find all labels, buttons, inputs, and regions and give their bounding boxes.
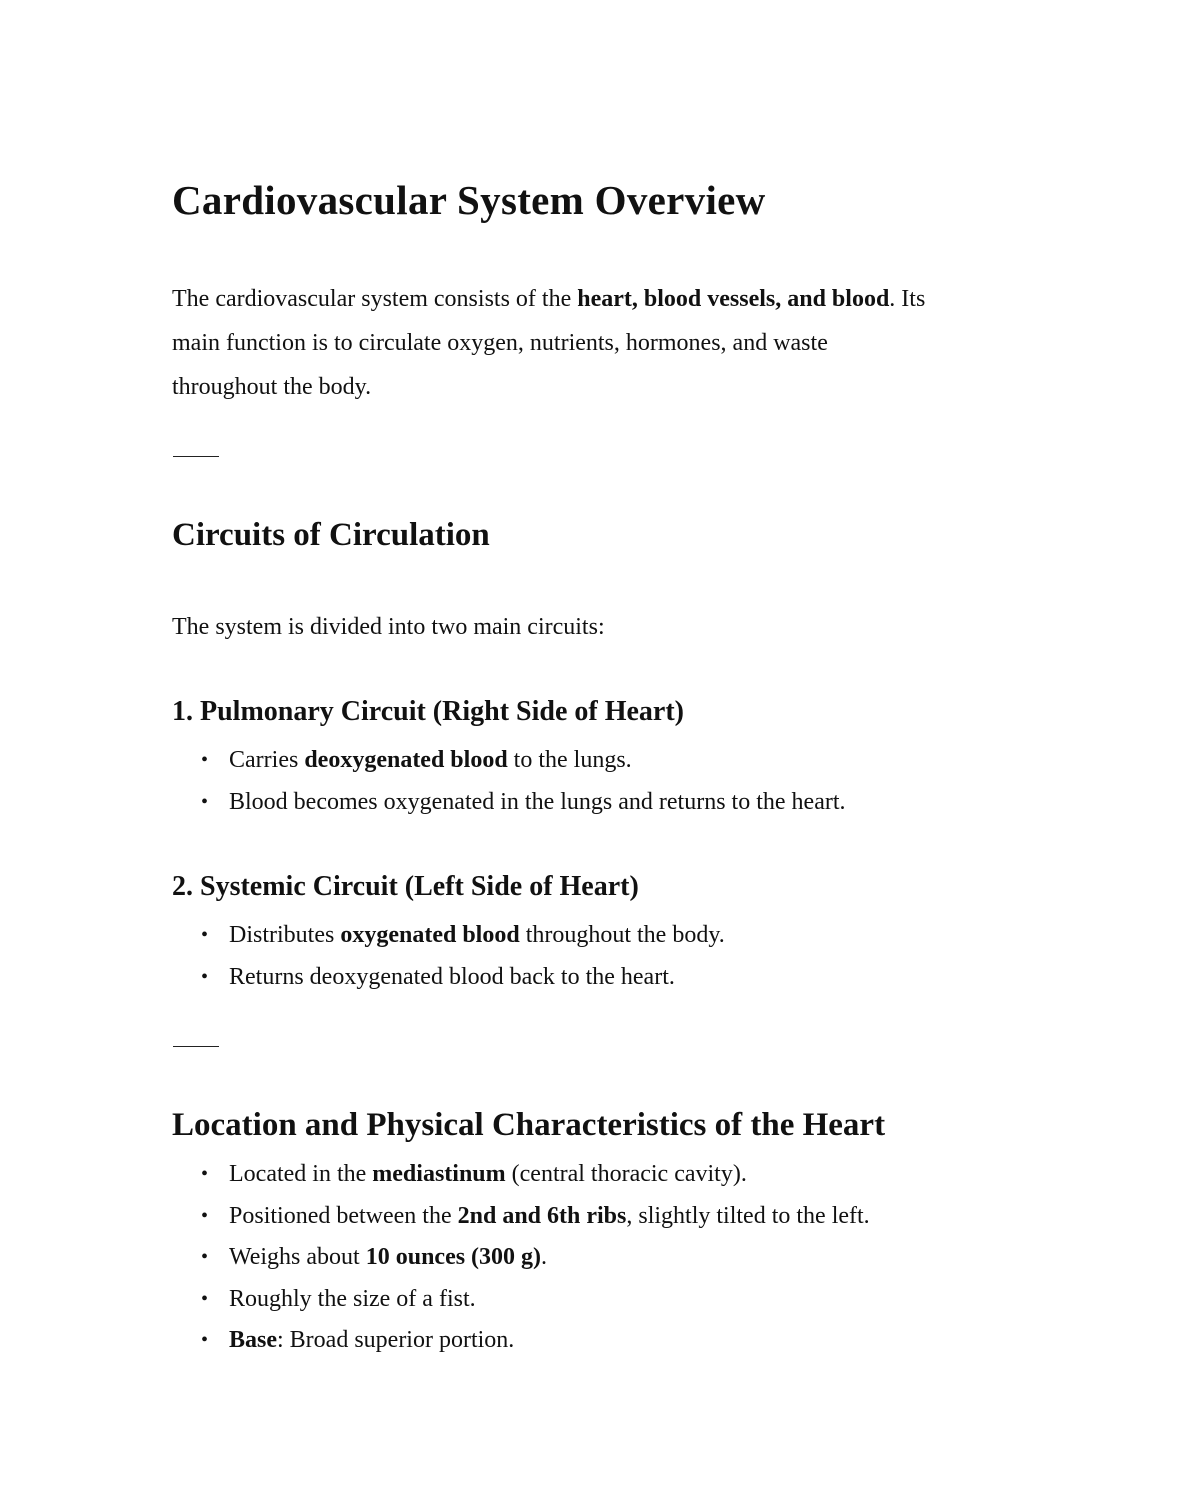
list-item [172,961,725,1003]
list-item [172,1158,870,1200]
intro-line-3: throughout the body. [172,374,372,400]
intro-text-2: . Its [889,286,926,312]
item-text: Blood becomes oxygenated in the lungs and returns to the heart. [229,788,846,815]
section-divider [173,456,219,457]
item-bold: mediastinum [372,1161,506,1187]
bullet: • [201,1287,209,1310]
item-text: Weighs about [229,1244,366,1270]
item-text: Located in the [229,1161,373,1187]
list-item [172,1283,870,1325]
section-divider [173,1046,219,1047]
item-text: Roughly the size of a fist. [229,1285,476,1312]
intro-text-1: The cardiovascular system consists of the [172,286,578,312]
item-text: . [541,1244,548,1270]
list-item [172,1324,870,1366]
item-text: Positioned between the [229,1202,458,1229]
item-text: throughout the body. [519,922,725,948]
systemic-list [172,919,725,1002]
item-bold: deoxygenated blood [304,747,508,773]
item-text: : Broad superior portion. [277,1327,515,1353]
bullet: • [201,1163,209,1185]
list-item [172,1241,870,1283]
bullet: • [201,749,209,771]
bullet: • [201,1246,209,1268]
circuits-lead: The system is divided into two main circuits: [172,614,605,640]
bullet: • [201,1329,209,1351]
item-text: Returns deoxygenated blood back to the heart. [229,963,675,990]
list-item [172,919,725,961]
page-title: Cardiovascular System Overview [172,177,766,223]
item-text: to the lungs. [507,747,632,773]
item-bold: oxygenated blood [340,922,520,948]
list-item [172,1200,870,1242]
item-text: Distributes [229,922,341,948]
bullet: • [201,965,209,988]
list-item [172,786,846,828]
pulmonary-list [172,744,846,827]
item-bold: 2nd and 6th ribs [457,1202,627,1229]
intro-line-2: main function is to circulate oxygen, nutrients, hormones, and waste [172,330,828,356]
intro-paragraph [172,277,925,409]
intro-bold: heart, blood vessels, and blood [577,286,890,312]
section-heading-location: Location and Physical Characteristics of the Heart [172,1107,886,1143]
item-text: Carries [229,747,305,773]
list-item [172,744,846,786]
section-heading-circuits: Circuits of Circulation [172,517,490,553]
location-list [172,1158,870,1366]
bullet: • [201,1204,209,1227]
subheading-pulmonary: 1. Pulmonary Circuit (Right Side of Heart) [172,696,684,727]
item-text: (central thoracic cavity). [505,1161,747,1187]
bullet: • [201,924,209,946]
item-bold: Base [229,1327,277,1353]
bullet: • [201,790,209,813]
item-bold: 10 ounces (300 g) [365,1244,542,1270]
item-text: , slightly tilted to the left. [626,1202,870,1229]
subheading-systemic: 2. Systemic Circuit (Left Side of Heart) [172,871,639,902]
